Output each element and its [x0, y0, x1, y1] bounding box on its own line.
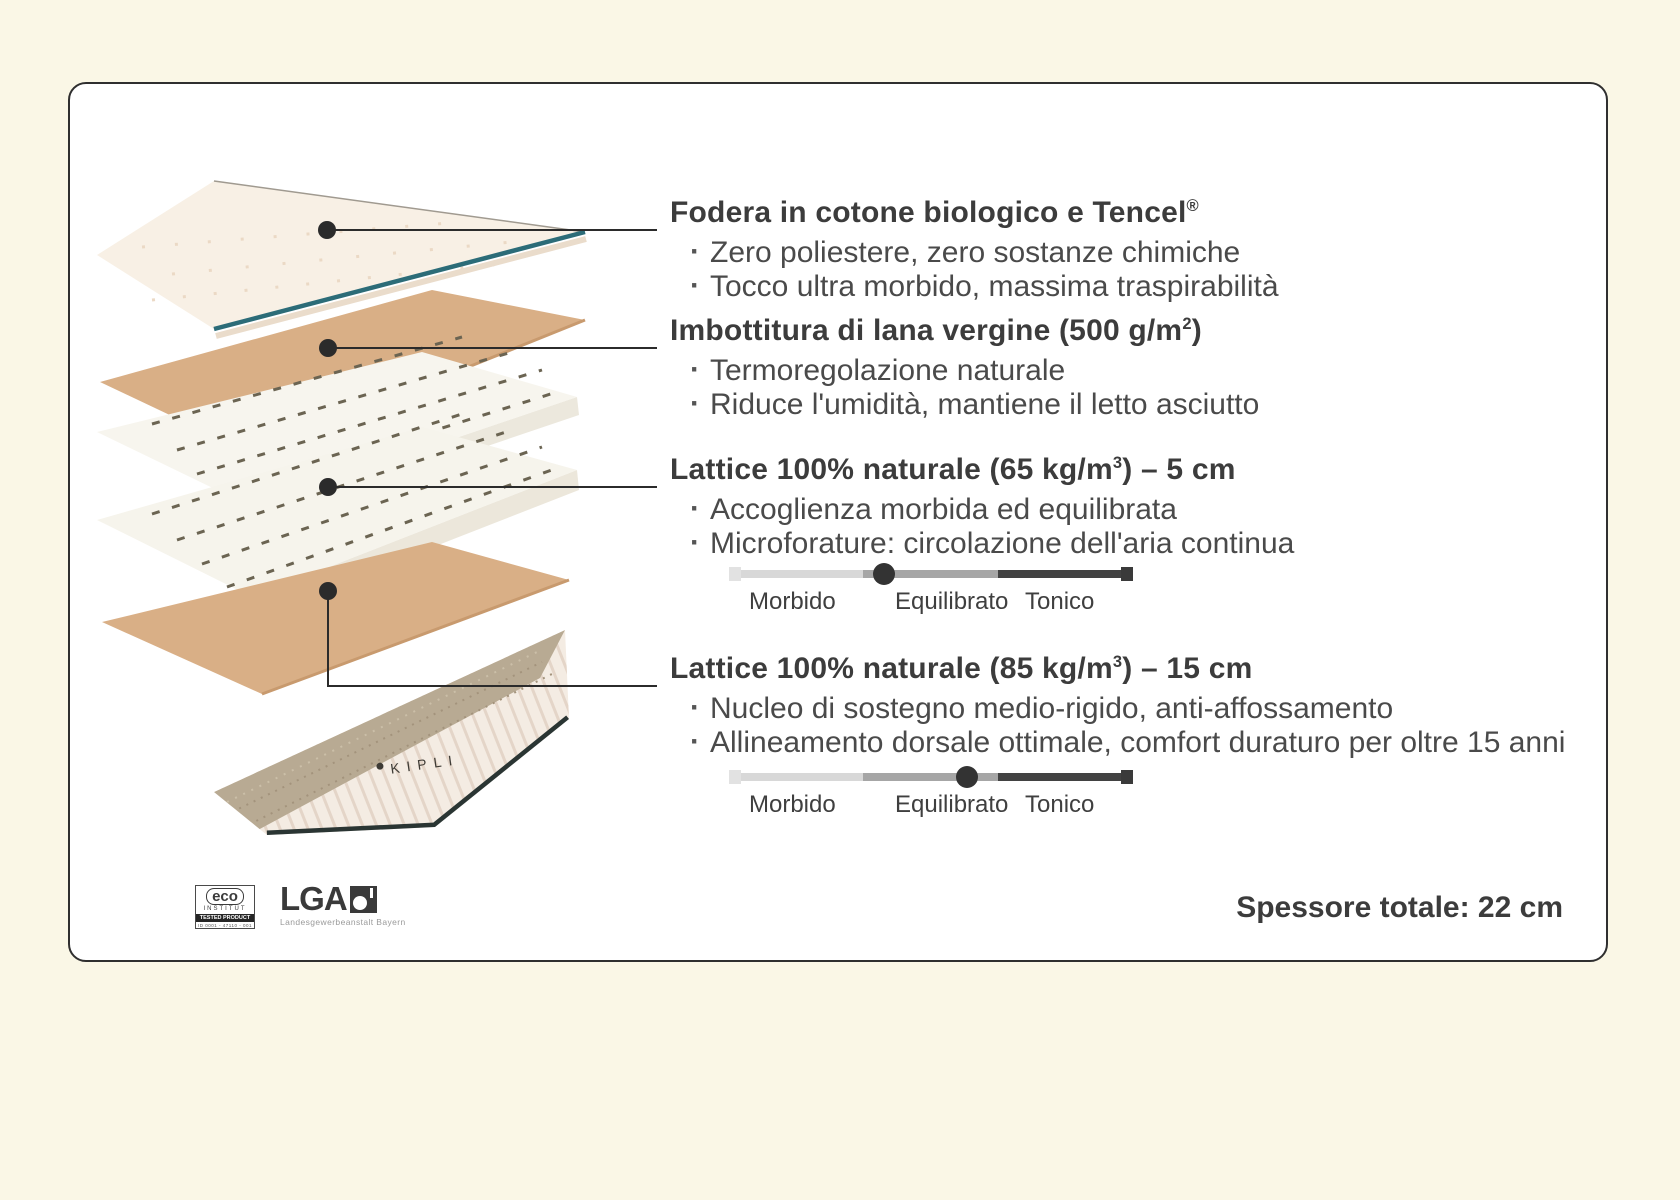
lga-logo	[280, 880, 460, 927]
tested-product-label: TESTED PRODUCT	[196, 914, 254, 922]
firmness-knob	[873, 563, 895, 585]
label-morbido: Morbido	[749, 791, 836, 818]
superscript-2: 2	[1182, 315, 1192, 333]
track-start-cap	[729, 770, 741, 784]
label-equilibrato: Equilibrato	[895, 588, 1009, 615]
bullet-item: · Termoregolazione naturale	[710, 354, 1620, 388]
lga-mark-slit	[370, 888, 373, 898]
callout-line-4-vertical	[327, 591, 329, 686]
registered-mark: ®	[1186, 197, 1199, 215]
bullet-item: · Tocco ultra morbido, massima traspirabilità	[710, 270, 1620, 304]
section-latex-85-bullets	[670, 692, 1620, 760]
label-tonico: Tonico	[1025, 588, 1095, 615]
eco-certificate-code: ID 0001 - 47110 - 001	[198, 923, 252, 928]
callout-line-2	[336, 347, 657, 349]
mattress-illustration	[82, 152, 602, 852]
superscript-3: 3	[1112, 454, 1123, 472]
bullet-item: · Allineamento dorsale ottimale, comfort duraturo per oltre 15 anni	[710, 726, 1620, 760]
section-latex-65-bullets	[670, 493, 1620, 561]
segment-soft	[741, 570, 863, 578]
eco-institut-label: INSTITUT	[203, 906, 247, 912]
superscript-3: 3	[1112, 653, 1123, 671]
firmness-labels	[729, 791, 1133, 821]
firmness-slider-latex-65	[729, 565, 1133, 627]
track-start-cap	[729, 567, 741, 581]
bullet-item: · Zero poliestere, zero sostanze chimiche	[710, 236, 1620, 270]
firmness-track	[729, 567, 1133, 581]
label-tonico: Tonico	[1025, 791, 1095, 818]
label-morbido: Morbido	[749, 588, 836, 615]
segment-soft	[741, 773, 863, 781]
lga-mark-circle	[353, 896, 367, 910]
section-latex-65-title: Lattice 100% naturale (65 $kg/m^3) - 5$ cm	[670, 453, 1236, 486]
callout-line-3	[336, 486, 657, 488]
svg-text:KIPLI: KIPLI	[389, 751, 461, 777]
bullet-item: · Riduce l'umidità, mantiene il letto asciutto	[710, 388, 1620, 422]
lga-caption: Landesgewerbeanstalt Bayern	[280, 917, 406, 927]
product-infographic-card	[68, 82, 1608, 962]
callout-dot-2	[319, 339, 337, 357]
track-end-cap	[1121, 567, 1133, 581]
section-cover-bullets	[670, 236, 1620, 304]
firmness-knob	[956, 766, 978, 788]
section-wool	[670, 306, 1620, 422]
segment-firm	[998, 570, 1121, 578]
section-latex-65	[670, 445, 1620, 561]
section-wool-bullets	[670, 354, 1620, 422]
segment-firm	[998, 773, 1121, 781]
callout-dot-3	[319, 478, 337, 496]
callout-line-1	[335, 229, 657, 231]
bullet-item: · Nucleo di sostegno medio-rigido, anti-affossamento	[710, 692, 1620, 726]
firmness-slider-latex-85	[729, 768, 1133, 830]
section-cover	[670, 188, 1620, 304]
bullet-item: · Accoglienza morbida ed equilibrata	[710, 493, 1620, 527]
section-latex-85-title: Lattice 100% naturale (85 $kg/m^3) - 15$ cm	[670, 652, 1253, 685]
eco-logo-text: eco	[206, 888, 244, 905]
firmness-labels	[729, 588, 1133, 618]
lga-logo-mark	[350, 886, 377, 913]
lga-logo-text: LGA	[280, 880, 347, 917]
firmness-track	[729, 770, 1133, 784]
section-latex-85	[670, 644, 1620, 760]
track-end-cap	[1121, 770, 1133, 784]
eco-institut-logo	[195, 885, 255, 929]
callout-line-4-horizontal	[327, 685, 657, 687]
callout-dot-1	[318, 221, 336, 239]
section-wool-title: Imbottitura di lana vergine (500 $g/m^2$)	[670, 314, 1202, 347]
bullet-item: · Microforature: circolazione dell'aria continua	[710, 527, 1620, 561]
section-cover-title: Fodera in cotone biologico e Tencel®	[670, 196, 1199, 229]
total-thickness-label: Spessore totale: 22 cm	[1236, 891, 1563, 924]
label-equilibrato: Equilibrato	[895, 791, 1009, 818]
